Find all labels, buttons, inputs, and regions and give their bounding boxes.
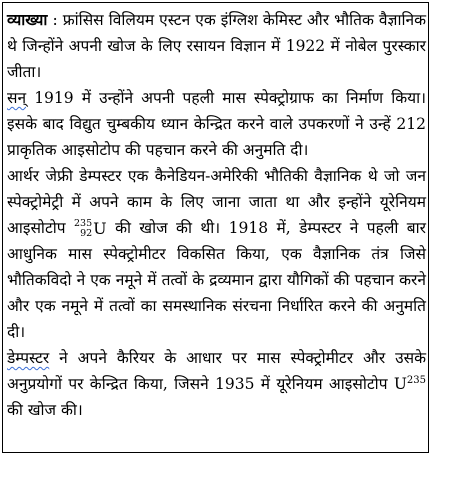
isotope-symbol: U	[393, 375, 407, 393]
paragraph-aston	[7, 85, 426, 163]
isotope-mass-superscript: 235	[406, 374, 426, 386]
isotope-symbol: U	[93, 219, 107, 238]
heading-separator: :	[47, 11, 63, 29]
paragraph-intro-text: फ्रांसिस विलियम एस्टन एक इंग्लिश केमिस्ट और भौतिक वैज्ञानिक थे जिन्होंने अपनी खोज के लिए रसायन विज्ञान में 1922 में नोबेल पुरस्कार जीता।	[7, 11, 426, 81]
heading-label: व्याख्या	[7, 10, 48, 29]
spellcheck-word: सन्	[7, 89, 27, 107]
paragraph-dempster-text-a: आर्थर जेफ्री डेम्पस्टर एक कैनेडियन-अमेरिकी भौतिकी वैज्ञानिक थे जो जन स्पेक्ट्रोमेट्री में अपने काम के लिए जाना जाता था और इन्होंने यूरेनियम आइसोटोप	[7, 167, 426, 237]
explanation-box	[2, 2, 429, 453]
paragraph-career	[7, 345, 426, 423]
spellcheck-word: डेम्पस्टर	[7, 349, 50, 367]
isotope-mass-number: 235	[74, 218, 93, 229]
paragraph-intro	[7, 7, 426, 85]
paragraph-aston-text: 1919 में उन्होंने अपनी पहली मास स्पेक्ट्रोग्राफ का निर्माण किया। इसके बाद विद्युत चुम्बकीय ध्यान केन्द्रित करने वाले उपकरणों ने उन्हें 212 प्राकृतिक आइसोटोप की पहचान करने की अनुमति दी।	[7, 89, 426, 159]
paragraph-career-text-end: की खोज की।	[7, 401, 83, 419]
isotope-atomic-number: 92	[80, 228, 93, 239]
isotope-notation	[74, 219, 107, 239]
paragraph-dempster-text-b: की खोज की थी। 1918 में, डेम्पस्टर ने पहली बार आधुनिक मास स्पेक्ट्रोमीटर विकसित किया, एक वैज्ञानिक तंत्र जिसे भौतिकविदो ने एक नमूने में तत्वों के द्रव्यमान द्वारा यौगिकों की पहचान करने और एक नमूने में तत्वों का समस्थानिक संरचना निर्धारित करने की अनुमति दी।	[7, 219, 426, 341]
paragraph-career-text: ने अपने कैरियर के आधार पर मास स्पेक्ट्रोमीटर और उसके अनुप्रयोगों पर केन्द्रित किया, जिसने 1935 में यूरेनियम आइसोटोप	[7, 349, 426, 393]
paragraph-dempster	[7, 163, 426, 345]
